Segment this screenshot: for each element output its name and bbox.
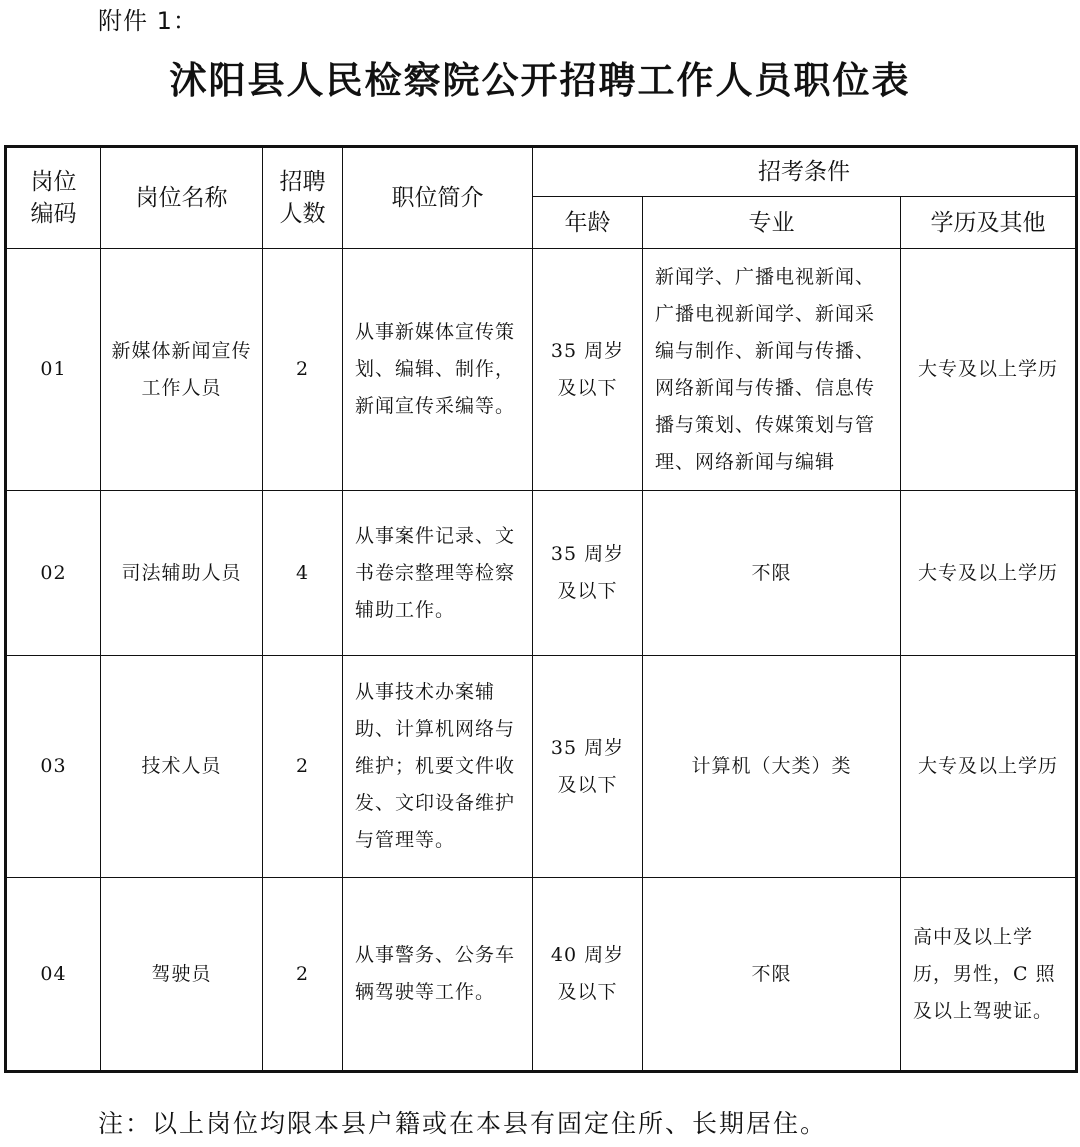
- header-major: 专业: [643, 197, 901, 249]
- attachment-label: 附件 1：: [98, 7, 198, 35]
- cell-code: 04: [6, 878, 101, 1072]
- cell-education: 大专及以上学历: [901, 656, 1077, 878]
- document-title: 沭阳县人民检察院公开招聘工作人员职位表: [169, 58, 911, 102]
- header-code: [6, 147, 101, 249]
- table-row: [6, 249, 1077, 491]
- cell-education: 大专及以上学历: [901, 249, 1077, 491]
- cell-age: 40 周岁及以下: [533, 878, 643, 1072]
- cell-code: 01: [6, 249, 101, 491]
- header-education: 学历及其他: [901, 197, 1077, 249]
- cell-description: 从事案件记录、文书卷宗整理等检察辅助工作。: [343, 491, 533, 656]
- cell-age: 35 周岁及以下: [533, 491, 643, 656]
- table-row: [6, 878, 1077, 1072]
- header-conditions: 招考条件: [533, 147, 1077, 197]
- cell-code: 03: [6, 656, 101, 878]
- cell-major: 新闻学、广播电视新闻、广播电视新闻学、新闻采编与制作、新闻与传播、网络新闻与传播、信息传播与策划、传媒策划与管理、网络新闻与编辑: [643, 249, 901, 491]
- table-row: [6, 656, 1077, 878]
- cell-major: 计算机（大类）类: [643, 656, 901, 878]
- cell-count: 2: [263, 656, 343, 878]
- cell-name: 新媒体新闻宣传工作人员: [101, 249, 263, 491]
- cell-education: 大专及以上学历: [901, 491, 1077, 656]
- header-age: 年龄: [533, 197, 643, 249]
- header-description: 职位简介: [343, 147, 533, 249]
- cell-count: 2: [263, 249, 343, 491]
- cell-age: 35 周岁及以下: [533, 249, 643, 491]
- cell-major: 不限: [643, 491, 901, 656]
- header-count: [263, 147, 343, 249]
- header-row-top: [6, 147, 1077, 197]
- cell-code: 02: [6, 491, 101, 656]
- header-count-line2: 人数: [279, 201, 326, 227]
- header-count-line1: 招聘: [279, 169, 326, 195]
- cell-education: 高中及以上学历，男性，C 照及以上驾驶证。: [901, 878, 1077, 1072]
- header-code-line1: 岗位: [30, 169, 77, 195]
- positions-table: [4, 145, 1078, 1073]
- footnote: 注：以上岗位均限本县户籍或在本县有固定住所、长期居住。: [98, 1109, 828, 1138]
- cell-description: 从事警务、公务车辆驾驶等工作。: [343, 878, 533, 1072]
- header-code-line2: 编码: [30, 201, 77, 227]
- cell-description: 从事技术办案辅助、计算机网络与维护；机要文件收发、文印设备维护与管理等。: [343, 656, 533, 878]
- cell-count: 2: [263, 878, 343, 1072]
- cell-name: 技术人员: [101, 656, 263, 878]
- cell-major: 不限: [643, 878, 901, 1072]
- cell-description: 从事新媒体宣传策划、编辑、制作，新闻宣传采编等。: [343, 249, 533, 491]
- table-row: [6, 491, 1077, 656]
- cell-name: 驾驶员: [101, 878, 263, 1072]
- cell-age: 35 周岁及以下: [533, 656, 643, 878]
- cell-count: 4: [263, 491, 343, 656]
- header-name: 岗位名称: [101, 147, 263, 249]
- cell-name: 司法辅助人员: [101, 491, 263, 656]
